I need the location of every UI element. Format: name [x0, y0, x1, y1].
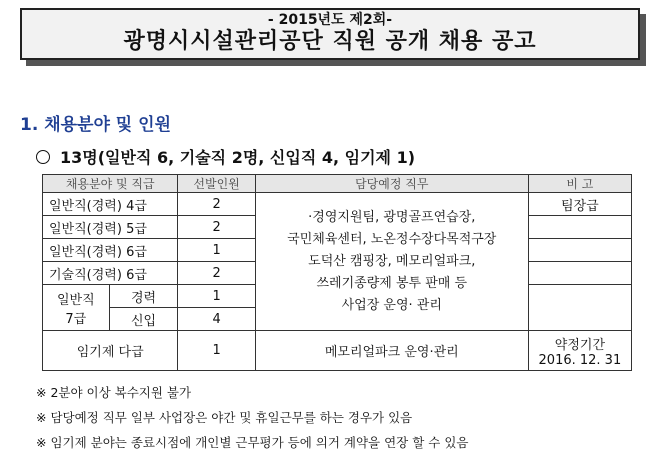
header-count: 선발인원 [178, 175, 255, 193]
term-note-line1: 약정기간 [554, 337, 605, 353]
announcement-subtitle: - 2015년도 제2회- [267, 12, 393, 28]
grade7-count-career: 1 [178, 285, 255, 308]
duty-cell [255, 193, 528, 331]
row-note [528, 239, 631, 262]
header-field: 채용분야 및 직급 [43, 175, 178, 193]
note-item: ※ 2분야 이상 복수지원 불가 [36, 385, 192, 400]
row-field: 일반직(경력) 6급 [43, 239, 178, 262]
header-note: 비 고 [528, 175, 631, 193]
recruit-summary-text: 13명(일반직 6, 기술직 2명, 신입직 4, 임기제 1) [60, 148, 416, 167]
duty-line: 도덕산 캠핑장, 메모리얼파크, [308, 253, 476, 269]
announcement-title: 광명시시설관리공단 직원 공개 채용 공고 [123, 29, 537, 54]
grade7-note [528, 285, 631, 331]
term-note-line2: 2016. 12. 31 [538, 352, 622, 368]
row-count: 2 [178, 193, 255, 216]
circle-bullet-icon [36, 150, 50, 164]
term-field: 임기제 다급 [43, 331, 178, 371]
title-box [20, 8, 640, 60]
term-count: 1 [178, 331, 255, 371]
table-row [43, 193, 632, 216]
row-field: 일반직(경력) 5급 [43, 216, 178, 239]
table-header-row [43, 175, 632, 193]
note-item: ※ 임기제 분야는 종료시점에 개인별 근무평가 등에 의거 계약을 연장 할 수 있음 [36, 435, 469, 450]
row-count: 2 [178, 262, 255, 285]
row-note [528, 262, 631, 285]
grade7-label-bottom: 7급 [65, 311, 87, 327]
grade7-count-new: 4 [178, 308, 255, 331]
row-field: 일반직(경력) 4급 [43, 193, 178, 216]
term-duty: 메모리얼파크 운영·관리 [255, 331, 528, 371]
grade7-label [43, 285, 110, 331]
header-duty: 담당예정 직무 [255, 175, 528, 193]
term-note [528, 331, 631, 371]
row-count: 1 [178, 239, 255, 262]
table-row [43, 331, 632, 371]
section-heading: 1. 채용분야 및 인원 [20, 115, 171, 135]
row-note: 팀장급 [528, 193, 631, 216]
grade7-label-top: 일반직 [56, 292, 95, 308]
recruit-table [42, 174, 632, 371]
recruit-summary [36, 145, 415, 168]
duty-line: ·경영지원팀, 광명골프연습장, [308, 209, 476, 225]
notes [36, 380, 468, 455]
duty-line: 쓰레기종량제 봉투 판매 등 [316, 275, 468, 291]
grade7-sub-career: 경력 [109, 285, 178, 308]
row-field: 기술직(경력) 6급 [43, 262, 178, 285]
duty-line: 사업장 운영· 관리 [341, 297, 442, 313]
duty-line: 국민체육센터, 노온정수장다목적구장 [287, 231, 497, 247]
row-count: 2 [178, 216, 255, 239]
note-item: ※ 담당예정 직무 일부 사업장은 야간 및 휴일근무를 하는 경우가 있음 [36, 410, 413, 425]
grade7-sub-new: 신입 [109, 308, 178, 331]
row-note [528, 216, 631, 239]
